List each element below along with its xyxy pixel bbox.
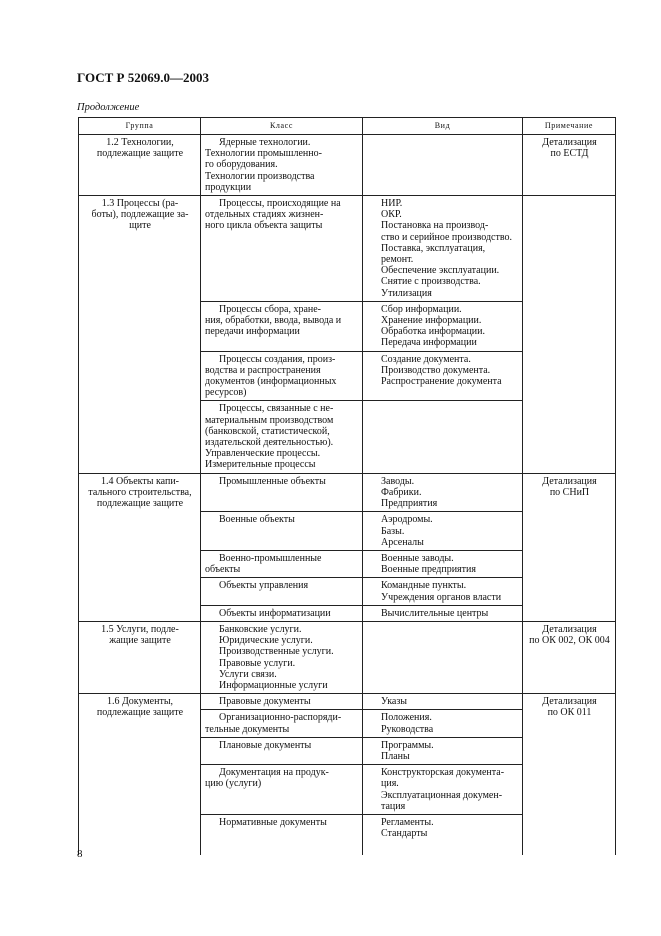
kind-cell [363, 765, 523, 815]
cell-line: Детализация [542, 696, 597, 708]
cell-line: Плановые документы [219, 739, 312, 751]
cell-line: Эксплуатационная докумен- [381, 789, 503, 801]
cell-line: ремонт. [381, 254, 414, 266]
cell-line: Предприятия [381, 498, 438, 510]
table-row [79, 621, 616, 693]
cell-line: Управленческие процессы. [205, 448, 321, 460]
cell-line: 1.4 Объекты капи- [100, 475, 180, 487]
cell-line: Производственные услуги. [219, 646, 334, 658]
cell-line: Правовые документы [219, 696, 311, 708]
cell-line: Документация на продук- [219, 767, 329, 779]
cell-line: Распространение документа [381, 376, 502, 388]
class-cell [201, 737, 363, 764]
cell-line: Вычислительные центры [381, 607, 489, 619]
group-cell [79, 196, 201, 474]
kind-cell-continued [363, 841, 523, 855]
cell-line: подлежащие защите [96, 148, 184, 160]
cell-line: по СНиП [549, 486, 590, 498]
kind-cell [363, 550, 523, 577]
cell-line: (банковской, статистической, [205, 425, 330, 437]
cell-line: Услуги связи. [219, 668, 277, 680]
cell-line: Создание документа. [381, 353, 471, 365]
note-cell [523, 621, 616, 693]
cell-line: го оборудования. [205, 159, 278, 171]
cell-line: Юридические услуги. [219, 635, 313, 647]
cell-line: ОКР. [381, 209, 402, 221]
cell-line: Арсеналы [381, 536, 424, 548]
class-cell [201, 473, 363, 512]
table-row [79, 473, 616, 512]
cell-line: Указы [381, 696, 408, 708]
class-cell [201, 196, 363, 302]
kind-cell [363, 401, 523, 473]
kind-cell [363, 605, 523, 621]
cell-line: Промышленные объекты [219, 475, 326, 487]
class-cell [201, 301, 363, 351]
cell-line: водства и распространения [205, 364, 321, 376]
class-cell [201, 578, 363, 605]
class-cell-continued [201, 841, 363, 855]
group-cell [79, 135, 201, 196]
cell-line: Программы. [381, 739, 434, 751]
cell-line: НИР. [381, 198, 403, 210]
cell-line: Процессы сбора, хране- [219, 303, 322, 315]
note-cell [523, 135, 616, 196]
cell-line: Хранение информации. [381, 315, 482, 327]
cell-line: Заводы. [381, 475, 415, 487]
note-cell [523, 196, 616, 474]
cell-line: документов (информационных [205, 376, 337, 388]
kind-cell [363, 351, 523, 401]
kind-cell [363, 814, 523, 841]
cell-line: Обеспечение эксплуатации. [381, 265, 500, 277]
cell-line: Информационные услуги [219, 679, 328, 691]
class-cell [201, 765, 363, 815]
kind-cell [363, 621, 523, 693]
cell-line: Фабрики. [381, 486, 422, 498]
cell-line: Производство документа. [381, 364, 491, 376]
cell-line: 1.6 Документы, [106, 696, 174, 708]
cell-line: Передача информации [381, 337, 477, 349]
cell-line: Сбор информации. [381, 303, 462, 315]
cell-line: ного цикла объекта защиты [205, 220, 323, 232]
cell-line: Технологии промышленно- [205, 148, 322, 160]
kind-cell [363, 737, 523, 764]
cell-line: объекты [205, 564, 241, 576]
cell-line: материальным производством [205, 414, 334, 426]
column-header-kind: Вид [363, 118, 523, 135]
cell-line: Постановка на производ- [381, 220, 489, 232]
kind-cell [363, 710, 523, 737]
cell-line: Детализация [542, 623, 597, 635]
cell-line: Измерительные процессы [205, 459, 316, 471]
table-row [79, 135, 616, 196]
table-header-row [79, 118, 616, 135]
cell-line: 1.5 Услуги, подле- [101, 623, 179, 635]
class-cell [201, 621, 363, 693]
class-cell [201, 694, 363, 710]
column-header-class: Класс [201, 118, 363, 135]
cell-line: Аэродромы. [381, 514, 433, 526]
cell-line: тельные документы [205, 723, 290, 735]
cell-line: Детализация [542, 137, 597, 148]
cell-line: боты), подлежащие за- [91, 209, 189, 221]
continuation-label: Продолжение [77, 102, 140, 113]
group-cell [79, 473, 201, 621]
kind-cell [363, 473, 523, 512]
cell-line: жащие защите [109, 635, 171, 647]
group-cell [79, 694, 201, 856]
kind-cell [363, 512, 523, 551]
cell-line: Положения. [381, 712, 432, 724]
cell-line: Военные заводы. [381, 552, 454, 564]
cell-line: Организационно-распоряди- [219, 712, 342, 724]
cell-line: издательской деятельностью). [205, 437, 334, 449]
cell-line: по ЕСТД [550, 148, 589, 160]
cell-line: Обработка информации. [381, 326, 486, 338]
class-cell [201, 351, 363, 401]
kind-cell [363, 694, 523, 710]
cell-line: тального строительства, [88, 486, 192, 498]
cell-line: Поставка, эксплуатация, [381, 242, 486, 254]
cell-line: Регламенты. [381, 816, 434, 828]
cell-line: Процессы, происходящие на [219, 198, 341, 210]
class-cell [201, 135, 363, 196]
cell-line: тация [381, 800, 406, 812]
class-cell [201, 814, 363, 841]
class-cell [201, 605, 363, 621]
cell-line: Нормативные документы [219, 816, 327, 828]
group-cell [79, 621, 201, 693]
cell-line: Утилизация [381, 287, 432, 299]
cell-line: Объекты управления [219, 580, 309, 592]
cell-line: Военно-промышленные [219, 552, 322, 564]
cell-line: ния, обработки, ввода, вывода и [205, 315, 342, 327]
cell-line: Учреждения органов власти [381, 591, 502, 603]
classification-table [78, 117, 616, 855]
cell-line: Процессы, связанные с не- [219, 403, 334, 415]
cell-line: передачи информации [205, 326, 300, 338]
cell-line: Руководства [381, 723, 434, 735]
cell-line: Планы [381, 750, 410, 762]
cell-line: Военные предприятия [381, 564, 476, 576]
cell-line: Детализация [542, 475, 597, 487]
cell-line: Ядерные технологии. [219, 137, 311, 148]
cell-line: щите [129, 220, 151, 232]
cell-line: отдельных стадиях жизнен- [205, 209, 324, 221]
cell-line: Объекты информатизации [219, 607, 331, 619]
cell-line: цию (услуги) [205, 778, 262, 790]
cell-line: по ОК 011 [547, 707, 592, 719]
column-header-group: Группа [79, 118, 201, 135]
cell-line: 1.2 Технологии, [106, 137, 174, 148]
cell-line: Банковские услуги. [219, 623, 302, 635]
class-cell [201, 710, 363, 737]
page-header-title: ГОСТ Р 52069.0—2003 [77, 70, 209, 85]
kind-cell [363, 578, 523, 605]
cell-line: Технологии производства [205, 170, 315, 182]
kind-cell [363, 196, 523, 302]
cell-line: ство и серийное производство. [381, 231, 512, 243]
cell-line: Военные объекты [219, 514, 295, 526]
table-row [79, 196, 616, 302]
note-cell [523, 473, 616, 621]
cell-line: Правовые услуги. [219, 657, 296, 669]
note-cell [523, 694, 616, 856]
cell-line: подлежащие защите [96, 498, 184, 510]
cell-line: Командные пункты. [381, 580, 467, 592]
column-header-note: Примечание [523, 118, 616, 135]
cell-line: Стандарты [381, 828, 428, 840]
cell-line: подлежащие защите [96, 707, 184, 719]
cell-line: Конструкторская документа- [381, 767, 505, 779]
page-number: 8 [77, 848, 83, 860]
class-cell [201, 401, 363, 473]
cell-line: 1.3 Процессы (ра- [101, 198, 179, 210]
table-row [79, 694, 616, 710]
cell-line: Снятие с производства. [381, 276, 481, 288]
cell-line: Базы. [381, 525, 405, 537]
class-cell [201, 550, 363, 577]
kind-cell [363, 301, 523, 351]
cell-line: ресурсов) [205, 387, 247, 399]
cell-line: продукции [205, 181, 252, 193]
kind-cell [363, 135, 523, 196]
cell-line: Процессы создания, произ- [219, 353, 336, 365]
class-cell [201, 512, 363, 551]
cell-line: по ОК 002, ОК 004 [529, 635, 610, 647]
cell-line: ция. [381, 778, 399, 790]
